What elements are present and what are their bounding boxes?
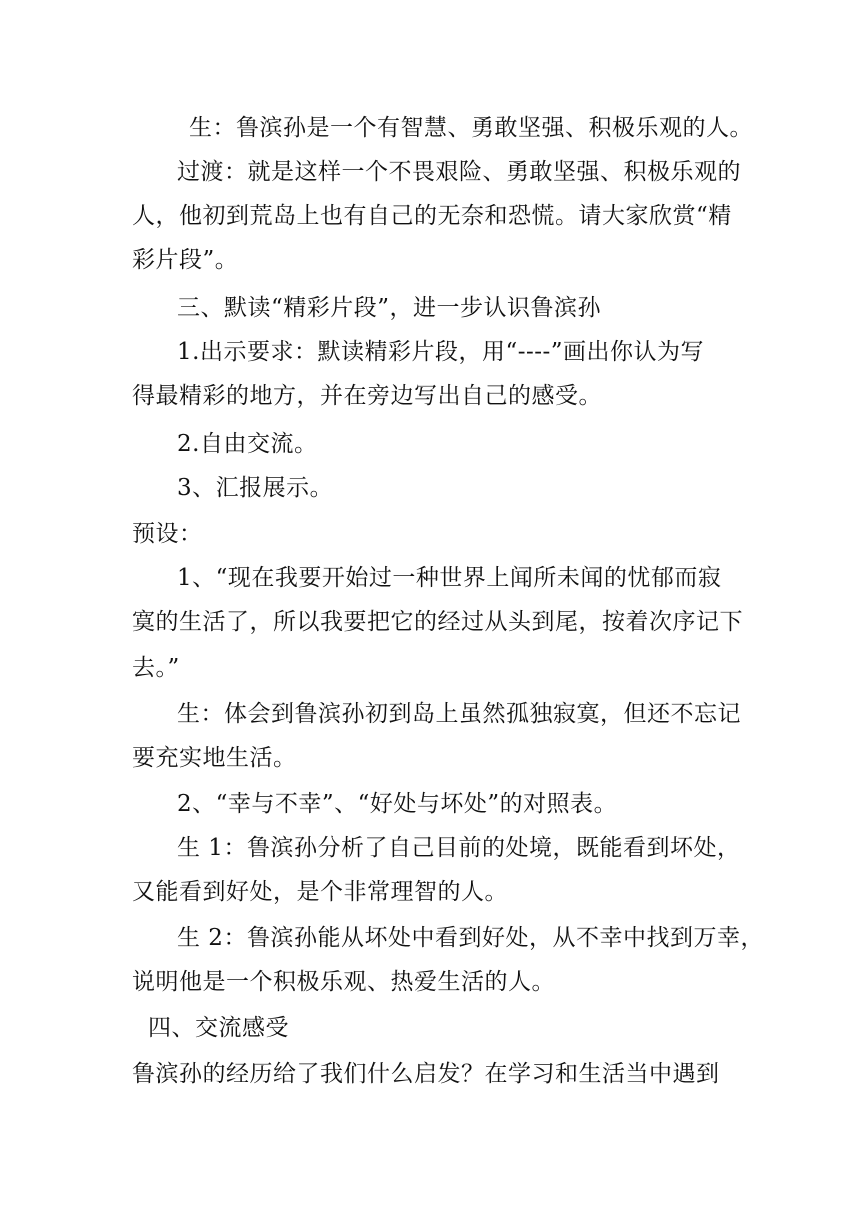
paragraph-line: 生 2：鲁滨孙能从坏处中看到好处，从不幸中找到万幸， bbox=[177, 925, 764, 951]
paragraph-line: 鲁滨孙的经历给了我们什么启发？在学习和生活当中遇到 bbox=[132, 1061, 720, 1087]
paragraph-line: 得最精彩的地方，并在旁边写出自己的感受。 bbox=[132, 383, 602, 409]
paragraph-line: 生：鲁滨孙是一个有智慧、勇敢坚强、积极乐观的人。 bbox=[189, 115, 753, 141]
paragraph-line: 预设： bbox=[132, 521, 203, 547]
section-heading: 四、交流感受 bbox=[148, 1015, 289, 1041]
paragraph-line: 寞的生活了，所以我要把它的经过从头到尾，按着次序记下 bbox=[132, 609, 743, 635]
paragraph-line: 去。” bbox=[132, 655, 180, 681]
paragraph-line: 人，他初到荒岛上也有自己的无奈和恐慌。请大家欣赏“精 bbox=[132, 203, 732, 229]
paragraph-line: 3、汇报展示。 bbox=[177, 475, 334, 501]
paragraph-line: 1.出示要求：默读精彩片段，用“----”画出你认为写 bbox=[177, 339, 705, 365]
paragraph-line: 说明他是一个积极乐观、热爱生活的人。 bbox=[132, 969, 555, 995]
paragraph-line: 生：体会到鲁滨孙初到岛上虽然孤独寂寞，但还不忘记 bbox=[177, 701, 741, 727]
paragraph-line: 1、“现在我要开始过一种世界上闻所未闻的忧郁而寂 bbox=[177, 565, 722, 591]
paragraph-line: 又能看到好处，是个非常理智的人。 bbox=[132, 879, 508, 905]
paragraph-line: 生 1：鲁滨孙分析了自己目前的处境，既能看到坏处， bbox=[177, 835, 741, 861]
paragraph-line: 过渡：就是这样一个不畏艰险、勇敢坚强、积极乐观的 bbox=[177, 159, 741, 185]
paragraph-line: 彩片段”。 bbox=[132, 247, 239, 273]
paragraph-line: 2、“幸与不幸”、“好处与坏处”的对照表。 bbox=[177, 791, 618, 817]
paragraph-line: 要充实地生活。 bbox=[132, 745, 297, 771]
section-heading: 三、默读“精彩片段”，进一步认识鲁滨孙 bbox=[177, 295, 602, 321]
paragraph-line: 2.自由交流。 bbox=[177, 431, 318, 457]
